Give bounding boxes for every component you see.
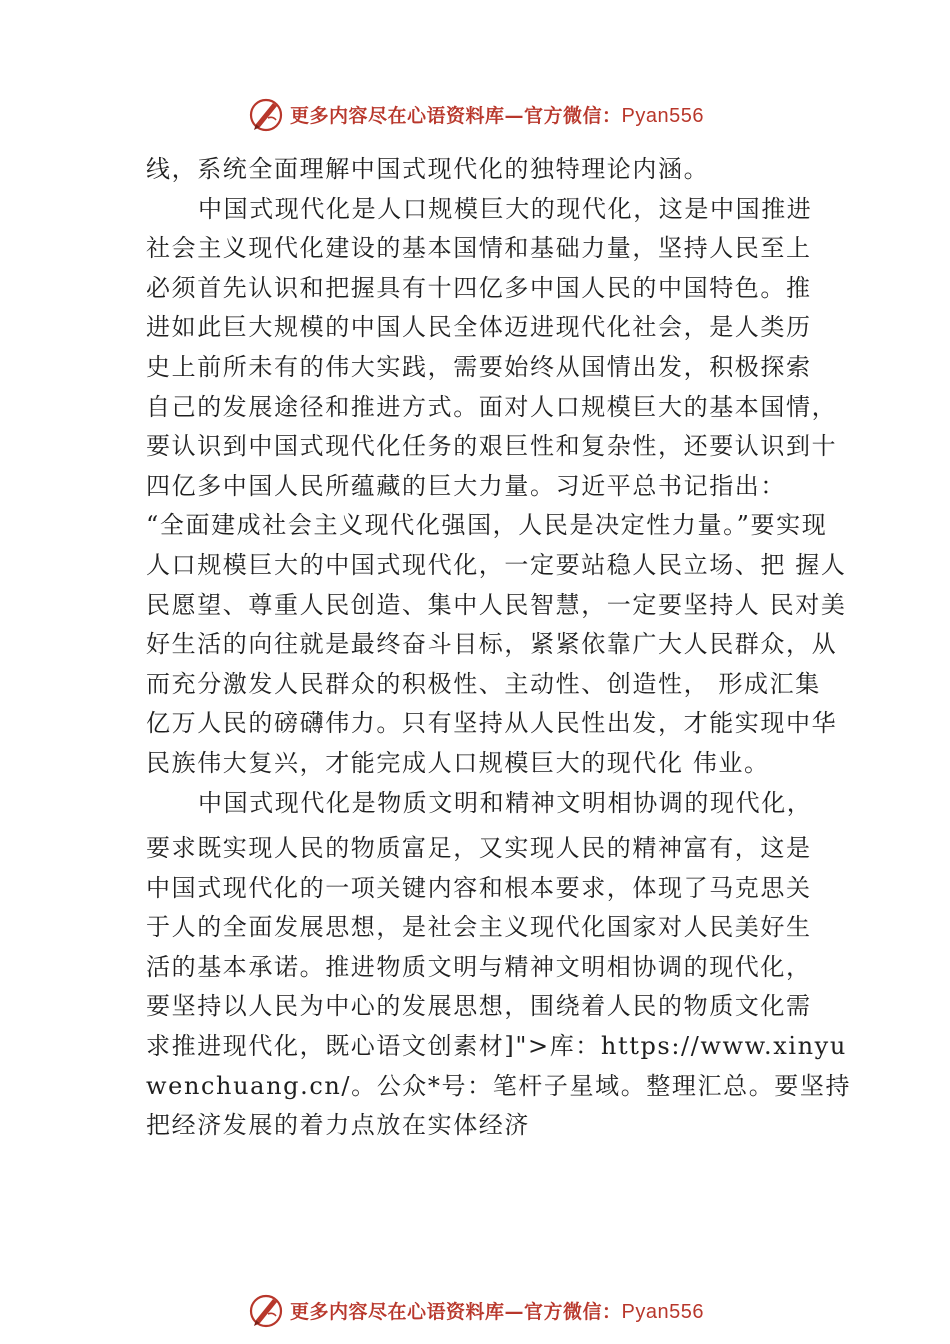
body-line: 而充分激发人民群众的积极性、主动性、创造性， 形成汇集 [146,669,821,698]
body-line: 把经济发展的着力点放在实体经济 [146,1111,530,1140]
body-line: 人口规模巨大的中国式现代化，一定要站稳人民立场、把 握人 [146,550,847,579]
body-line: 亿万人民的磅礴伟力。只有坚持从人民性出发，才能实现中华 [146,709,838,738]
pen-logo-icon [246,94,286,134]
body-line: 要认识到中国式现代化任务的艰巨性和复杂性，还要认识到十 [146,432,838,461]
body-line: 要坚持以人民为中心的发展思想，围绕着人民的物质文化需 [146,992,812,1021]
body-line: 要求既实现人民的物质富足，又实现人民的精神富有，这是 [146,834,812,863]
body-line: 史上前所未有的伟大实践，需要始终从国情出发，积极探索 [146,352,812,381]
paragraph-start-line: 中国式现代化是物质文明和精神文明相协调的现代化， [198,788,813,817]
footer-banner-text: 更多内容尽在心语资料库—官方微信：Pyan556 [290,1300,704,1323]
footer-banner [0,1288,950,1332]
body-line: 民族伟大复兴，才能完成人口规模巨大的现代化 伟业。 [146,748,770,777]
header-banner [0,92,950,136]
document-body [146,150,852,1146]
body-line: 中国式现代化的一项关键内容和根本要求，体现了马克思关 [146,873,812,902]
body-line: 于人的全面发展思想，是社会主义现代化国家对人民美好生 [146,913,812,942]
body-line: 社会主义现代化建设的基本国情和基础力量，坚持人民至上 [146,234,812,263]
body-line: 必须首先认识和把握具有十四亿多中国人民的中国特色。推 [146,273,812,302]
body-line: 进如此巨大规模的中国人民全体迈进现代化社会，是人类历 [146,313,812,342]
body-line: 四亿多中国人民所蕴藏的巨大力量。习近平总书记指出： [146,471,786,500]
body-line: 线，系统全面理解中国式现代化的独特理论内涵。 [146,155,710,183]
body-line: 好生活的向往就是最终奋斗目标，紧紧依靠广大人民群众，从 [146,630,838,659]
pen-logo-icon [246,1290,286,1330]
paragraph-start-line: 中国式现代化是人口规模巨大的现代化，这是中国推进 [198,194,813,223]
header-banner-text: 更多内容尽在心语资料库—官方微信：Pyan556 [290,104,704,127]
body-line: 求推进现代化，既心语文创素材]">库：https://www.xinyu [146,1032,847,1061]
body-line: 自己的发展途径和推进方式。面对人口规模巨大的基本国情， [146,392,838,421]
body-line: 民愿望、尊重人民创造、集中人民智慧，一定要坚持人 民对美 [146,590,847,619]
body-line: “全面建成社会主义现代化强国，人民是决定性力量。”要实现 [146,511,828,540]
body-line: wenchuang.cn/。公众*号：笔杆子星域。整理汇总。要坚持 [146,1071,852,1100]
body-line: 活的基本承诺。推进物质文明与精神文明相协调的现代化， [146,952,812,981]
